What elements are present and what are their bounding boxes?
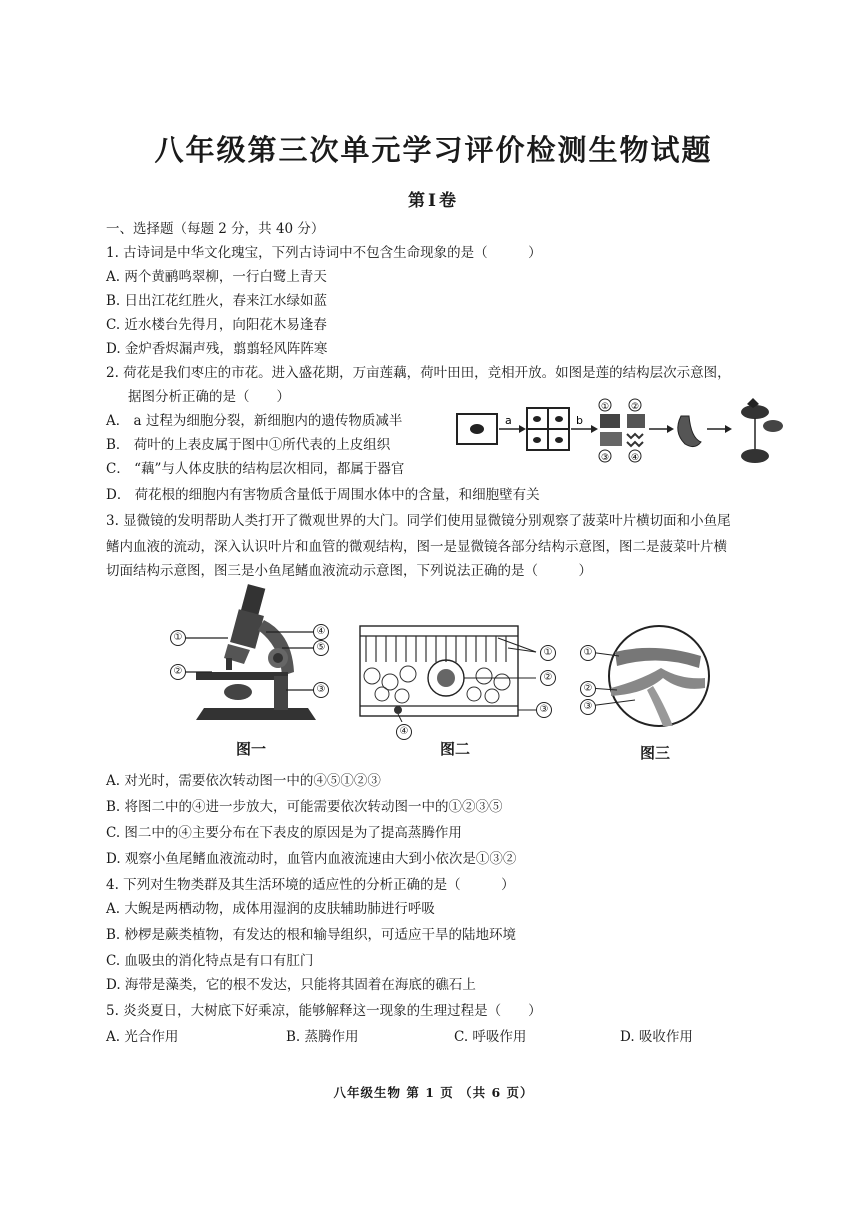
fig3-mark-1: ① [580,645,596,661]
figure-3-caption: 图三 [640,744,671,762]
q4-option-b: B. 桫椤是蕨类植物，有发达的根和输导组织，可适应干旱的陆地环境 [106,927,517,943]
section-heading: 一、选择题（每题 2 分，共 40 分） [106,221,325,237]
volume-heading: 第Ⅰ卷 [408,191,459,211]
label-b: b [576,414,583,427]
lotus-root-organ [678,416,701,447]
lotus-leaf-1 [741,405,769,419]
figure-2-caption: 图二 [440,740,471,758]
stoma [394,706,402,714]
q3-option-c: C. 图二中的④主要分布在下表皮的原因是为了提高蒸腾作用 [106,825,462,841]
fig1-mark-1: ① [170,630,186,646]
q3-stem-line1: 3. 显微镜的发明帮助人类打开了微观世界的大门。同学们使用显微镜分别观察了菠菜叶片横切面和小鱼尾 [106,513,731,529]
vessel-branch [647,686,673,726]
q3-stem-line3: 切面结构示意图，图三是小鱼尾鳍血液流动示意图，下列说法正确的是（ ） [106,563,592,579]
q1-option-c: C. 近水楼台先得月，向阳花木易逢春 [106,317,327,333]
vein-core [437,669,455,687]
cell-nucleus [470,424,484,434]
arrow-c-head [667,425,674,433]
q3-option-b: B. 将图二中的④进一步放大，可能需要依次转动图一中的①②③⑤ [106,799,503,815]
q4-option-a: A. 大鲵是两栖动物，成体用湿润的皮肤辅助肺进行呼吸 [106,901,435,917]
fig1-mark-4: ④ [313,624,329,640]
palisade-layer [366,636,506,662]
fig1-mark-5: ⑤ [313,640,329,656]
nucleus-3 [533,437,541,443]
base [196,708,316,720]
q2-stem-line1: 2. 荷花是我们枣庄的市花。进入盛花期，万亩莲藕，荷叶田田，竞相开放。如图是莲的结构层次示意图， [106,365,731,381]
arrow-b-head [591,425,598,433]
q4-option-c: C. 血吸虫的消化特点是有口有肛门 [106,953,314,969]
q5-option-d: D. 吸收作用 [620,1029,693,1045]
fig3-mark-2: ② [580,681,596,697]
q4-option-d: D. 海带是藻类，它的根不发达，只能将其固着在海底的礁石上 [106,977,476,993]
lotus-leaf-3 [741,449,769,463]
arrow-d-head [725,425,732,433]
fig2-mark-4: ④ [396,724,412,740]
label-a: a [505,414,512,427]
pillar [274,676,288,710]
fig2-mark-3: ③ [536,702,552,718]
q5-stem: 5. 炎炎夏日，大树底下好乘凉，能够解释这一现象的生理过程是（ ） [106,1003,542,1019]
q3-option-d: D. 观察小鱼尾鳍血液流动时，血管内血液流速由大到小依次是①③② [106,851,517,867]
q5-option-a: A. 光合作用 [106,1029,179,1045]
arrow-a-head [519,425,526,433]
q2-option-c: C． “藕”与人体皮肤的结构层次相同，都属于器官 [106,461,405,477]
fig2-mark-1: ① [540,645,556,661]
page-footer: 八年级生物 第 1 页 （共 6 页） [333,1085,534,1100]
fig1-mark-3: ③ [313,682,329,698]
microscope-figure [166,580,336,730]
q1-option-a: A. 两个黄鹂鸣翠柳，一行白鹭上青天 [106,269,327,285]
fig1-mark-2: ② [170,664,186,680]
lotus-leaf-2 [763,420,783,432]
q2-option-d: D． 荷花根的细胞内有害物质含量低于周围水体中的含量，和细胞壁有关 [106,487,540,503]
tissue-4 [627,434,643,446]
tissue-label-2: ② [631,402,640,412]
q5-option-c: C. 呼吸作用 [454,1029,527,1045]
q5-option-b: B. 蒸腾作用 [286,1029,359,1045]
q2-option-a: A． a 过程为细胞分裂，新细胞内的遗传物质减半 [106,413,403,429]
fish-tail-blood-flow-figure [575,622,715,732]
q4-stem: 4. 下列对生物类群及其生活环境的适应性的分析正确的是（ ） [106,877,515,893]
q1-option-b: B. 日出江花红胜火，春来江水绿如蓝 [106,293,328,309]
lotus-structure-diagram [455,398,785,468]
fine-focus-knob [273,653,283,663]
leader-4 [398,714,402,722]
vessel-upper [615,648,701,668]
tissue-3 [600,432,622,446]
fig2-mark-2: ② [540,670,556,686]
mirror [224,684,252,700]
q3-stem-line2: 鳍内血液的流动，深入认识叶片和血管的微观结构，图一是显微镜各部分结构示意图，图二是菠菜叶片横 [106,539,727,555]
tissue-label-3: ③ [601,453,610,463]
nucleus-4 [555,437,563,443]
leader-1a [498,638,536,652]
spongy-layer [364,666,510,703]
exam-title: 八年级第三次单元学习评价检测生物试题 [154,133,713,167]
q2-option-b: B． 荷叶的上表皮属于图中①所代表的上皮组织 [106,437,391,453]
q1-option-d: D. 金炉香烬漏声残，翦翦轻风阵阵寒 [106,341,328,357]
objective [226,658,232,670]
q1-stem: 1. 古诗词是中华文化瑰宝，下列古诗词中不包含生命现象的是（ ） [106,245,542,261]
tissue-2 [627,414,645,428]
figure-1-caption: 图一 [236,740,267,758]
tissue-epithelial [600,414,620,428]
nucleus-1 [533,416,541,422]
tissue-label-1: ① [601,402,610,412]
tissue-label-4: ④ [631,453,640,463]
vessel-middle [611,668,705,696]
leaf-cross-section-figure [358,622,548,722]
fig3-mark-3: ③ [580,699,596,715]
q2-stem-line2: 据图分析正确的是（ ） [128,389,290,405]
q3-option-a: A. 对光时，需要依次转动图一中的④⑤①②③ [106,773,381,789]
nucleus-2 [555,416,563,422]
